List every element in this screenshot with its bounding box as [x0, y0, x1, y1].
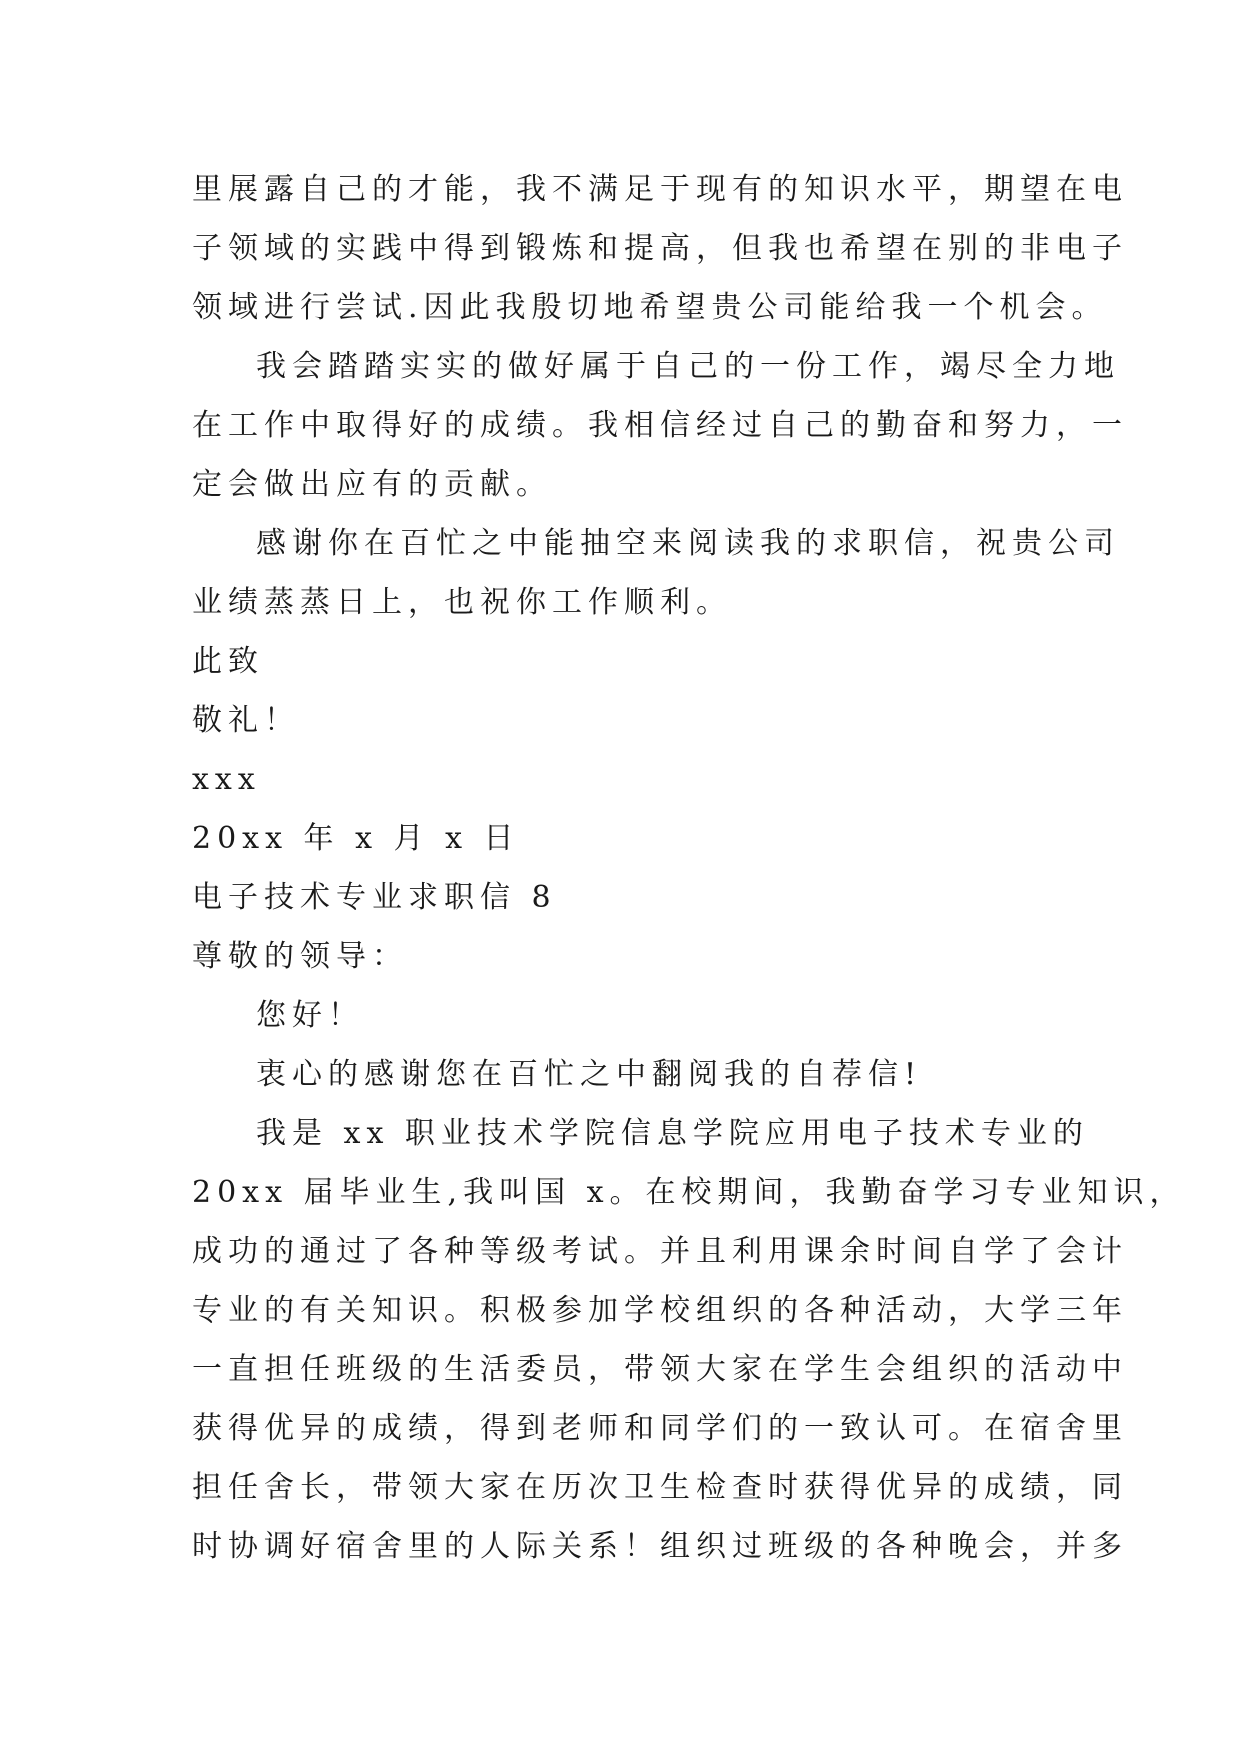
text-line: 衷心的感谢您在百忙之中翻阅我的自荐信!: [256, 1057, 923, 1092]
text-line: 感谢你在百忙之中能抽空来阅读我的求职信，祝贵公司: [256, 526, 1120, 561]
text-line: 在工作中取得好的成绩。我相信经过自己的勤奋和努力，一: [192, 408, 1128, 443]
text-line: 里展露自己的才能，我不满足于现有的知识水平，期望在电: [192, 172, 1128, 207]
letter-body: [192, 160, 1186, 1576]
text-line: 领域进行尝试.因此我殷切地希望贵公司能给我一个机会。: [192, 290, 1108, 325]
text-line: 我是 xx 职业技术学院信息学院应用电子技术专业的: [256, 1116, 1089, 1151]
text-line: 我会踏踏实实的做好属于自己的一份工作，竭尽全力地: [256, 349, 1120, 384]
text-line: 电子技术专业求职信 8: [192, 880, 557, 915]
text-line: 此致: [192, 644, 264, 679]
text-line: 20xx 年 x 月 x 日: [192, 821, 520, 856]
text-line: 20xx 届毕业生,我叫国 x。在校期间，我勤奋学习专业知识，: [192, 1175, 1186, 1210]
text-line: 一直担任班级的生活委员，带领大家在学生会组织的活动中: [192, 1352, 1128, 1387]
text-line: 成功的通过了各种等级考试。并且利用课余时间自学了会计: [192, 1234, 1128, 1269]
text-line: 获得优异的成绩，得到老师和同学们的一致认可。在宿舍里: [192, 1411, 1128, 1446]
text-line: 尊敬的领导：: [192, 939, 408, 974]
text-line: xxx: [192, 762, 261, 797]
text-line: 业绩蒸蒸日上，也祝你工作顺利。: [192, 585, 732, 620]
text-line: 专业的有关知识。积极参加学校组织的各种活动，大学三年: [192, 1293, 1128, 1328]
text-line: 担任舍长，带领大家在历次卫生检查时获得优异的成绩，同: [192, 1470, 1128, 1505]
text-line: 您好！: [256, 998, 364, 1033]
text-line: 时协调好宿舍里的人际关系！组织过班级的各种晚会，并多: [192, 1529, 1128, 1564]
text-line: 子领域的实践中得到锻炼和提高，但我也希望在别的非电子: [192, 231, 1128, 266]
text-line: 定会做出应有的贡献。: [192, 467, 552, 502]
text-line: 敬礼！: [192, 703, 300, 738]
